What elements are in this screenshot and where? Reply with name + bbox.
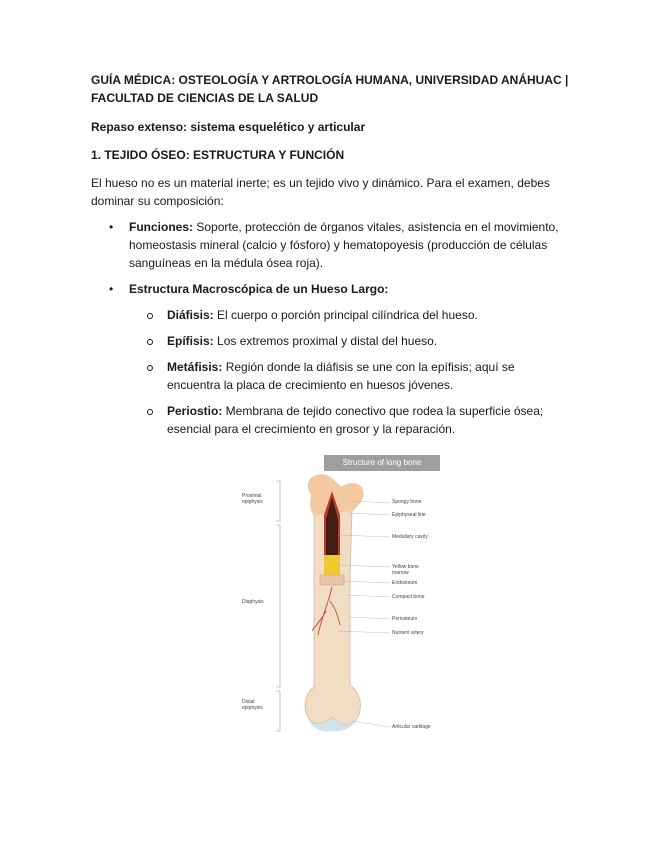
label-distal-epiphysis: Distal epiphysis: [242, 699, 263, 711]
bullet-term: Estructura Macroscópica de un Hueso Largo:: [129, 282, 389, 296]
label-spongy-bone: Spongy bone: [392, 499, 422, 505]
label-medullary-cavity: Medullary cavity: [392, 534, 428, 540]
sub-bullet-term: Diáfisis:: [167, 308, 214, 322]
long-bone-figure: [240, 455, 440, 745]
sub-bullet-text: Membrana de tejido conectivo que rodea la superficie ósea; esencial para el crecimiento en grosor y la reparación.: [167, 404, 544, 436]
list-item: [129, 402, 571, 438]
figure-title: Structure of long bone: [324, 455, 440, 471]
sub-bullet-term: Periostio:: [167, 404, 223, 418]
label-proximal-epiphysis: Proximal epiphysis: [242, 493, 263, 505]
list-item: [129, 358, 571, 394]
bullet-text: Soporte, protección de órganos vitales, asistencia en el movimiento, homeostasis mineral (calcio y fósforo) y hematopoyesis (producción de células sanguíneas en la médula ósea roja).: [129, 220, 559, 270]
label-nutrient-artery: Nutrient artery: [392, 630, 424, 636]
list-item: [129, 332, 571, 350]
document-subtitle: Repaso extenso: sistema esquelético y articular: [91, 120, 366, 134]
section-heading: 1. TEJIDO ÓSEO: ESTRUCTURA Y FUNCIÓN: [91, 148, 345, 162]
label-articular-cartilage: Articular cartilage: [392, 724, 431, 730]
label-diaphysis: Diaphysis: [242, 599, 264, 605]
list-item: [91, 280, 571, 438]
bullet-list: [91, 218, 571, 438]
sub-bullet-term: Metáfisis:: [167, 360, 223, 374]
list-item: [91, 218, 571, 272]
document-page: [91, 71, 571, 446]
label-periosteum: Periosteum: [392, 616, 418, 622]
sub-bullet-list: [129, 306, 571, 438]
label-epiphyseal-line: Epiphyseal line: [392, 512, 426, 518]
sub-bullet-term: Epífisis:: [167, 334, 214, 348]
sub-bullet-text: Los extremos proximal y distal del hueso.: [213, 334, 438, 348]
document-title: GUÍA MÉDICA: OSTEOLOGÍA Y ARTROLOGÍA HUMANA, UNIVERSIDAD ANÁHUAC | FACULTAD DE CIENCIAS DE LA SALUD: [91, 73, 569, 105]
label-compact-bone: Compact bone: [392, 594, 425, 600]
sub-bullet-text: El cuerpo o porción principal cilíndrica del hueso.: [213, 308, 478, 322]
sub-bullet-text: Región donde la diáfisis se une con la epífisis; aquí se encuentra la placa de crecimiento en huesos jóvenes.: [167, 360, 515, 392]
bullet-term: Funciones:: [129, 220, 194, 234]
label-endosteum: Endosteum: [392, 580, 418, 586]
list-item: [129, 306, 571, 324]
label-yellow-bone-marrow: Yellow bone marrow: [392, 564, 419, 576]
intro-paragraph: El hueso no es un material inerte; es un tejido vivo y dinámico. Para el examen, debes dominar su composición:: [91, 176, 550, 208]
